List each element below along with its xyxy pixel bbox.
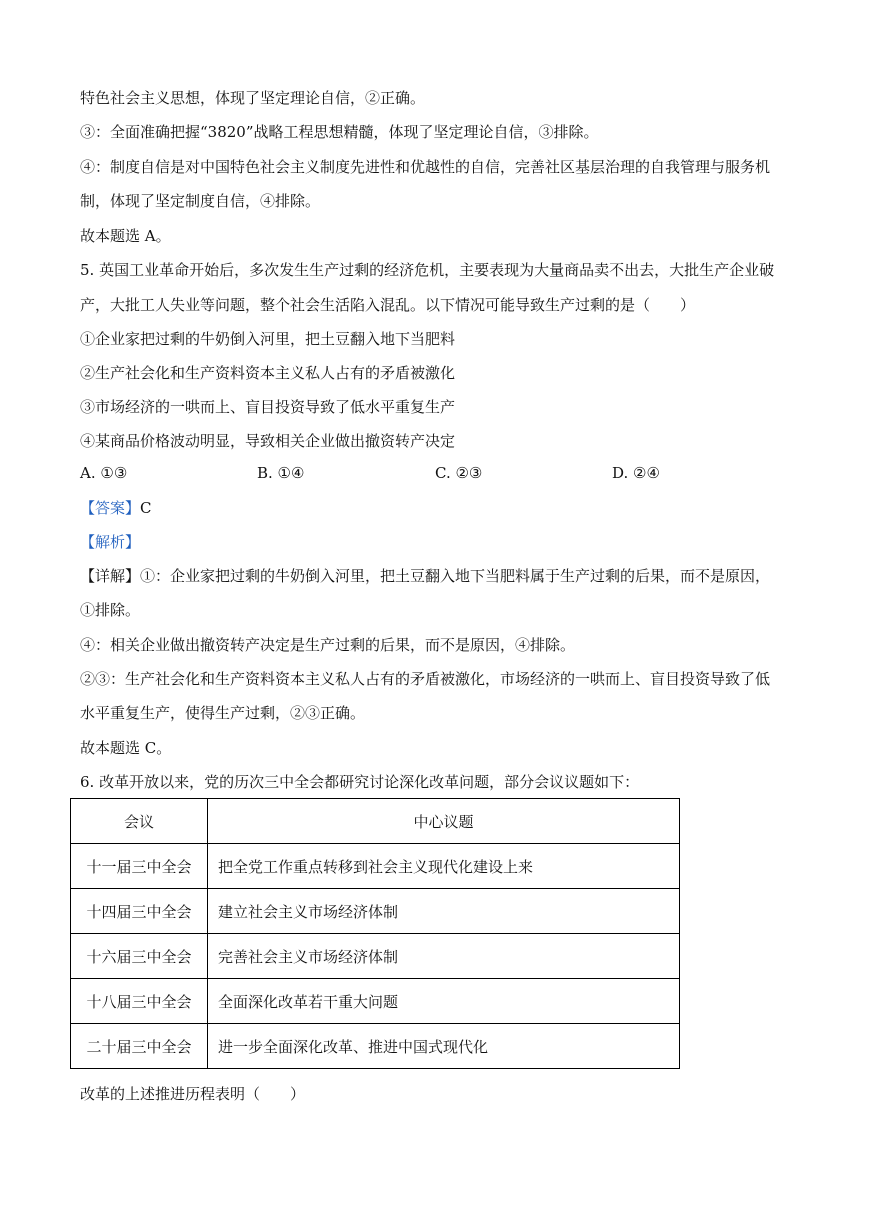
meeting-cell: 十四届三中全会	[71, 889, 208, 934]
table-row	[71, 1024, 680, 1069]
q6-stem: 6. 改革开放以来，党的历次三中全会都研究讨论深化改革问题，部分会议议题如下：	[80, 773, 640, 791]
text-line: 制，体现了坚定制度自信，④排除。	[80, 192, 321, 210]
meeting-cell: 十八届三中全会	[71, 979, 208, 1024]
meeting-cell: 二十届三中全会	[71, 1024, 208, 1069]
q5-options	[80, 463, 780, 483]
detail-text: ①：企业家把过剩的牛奶倒入河里，把土豆翻入地下当肥料属于生产过剩的后果，而不是原因，	[140, 567, 771, 585]
meeting-cell: 十一届三中全会	[71, 844, 208, 889]
q5-stem-line-2: 产，大批工人失业等问题，整个社会生活陷入混乱。以下情况可能导致生产过剩的是（ ）	[80, 296, 696, 314]
topic-cell: 把全党工作重点转移到社会主义现代化建设上来	[208, 844, 680, 889]
table-row	[71, 889, 680, 934]
text-line: ④：制度自信是对中国特色社会主义制度先进性和优越性的自信，完善社区基层治理的自我管理与服务机	[80, 158, 771, 176]
text-line: ③：全面准确把握“3820”战略工程思想精髓，体现了坚定理论自信，③排除。	[80, 123, 599, 141]
detail-line-4: ②③：生产社会化和生产资料资本主义私人占有的矛盾被激化，市场经济的一哄而上、盲目投资导致了低	[80, 670, 771, 688]
topic-cell: 进一步全面深化改革、推进中国式现代化	[208, 1024, 680, 1069]
q5-item-2: ②生产社会化和生产资料资本主义私人占有的矛盾被激化	[80, 364, 456, 382]
option-d: D. ②④	[612, 464, 660, 482]
plenum-table	[70, 798, 680, 1069]
detail-line-5: 水平重复生产，使得生产过剩，②③正确。	[80, 704, 366, 722]
table-header-row	[71, 799, 680, 844]
answer-value: C	[140, 499, 152, 517]
option-a: A. ①③	[80, 464, 128, 482]
topic-cell: 建立社会主义市场经济体制	[208, 889, 680, 934]
q6-question: 改革的上述推进历程表明（ ）	[80, 1085, 306, 1103]
topic-cell: 完善社会主义市场经济体制	[208, 934, 680, 979]
answer-line	[80, 498, 152, 518]
topic-cell: 全面深化改革若干重大问题	[208, 979, 680, 1024]
option-b: B. ①④	[257, 464, 305, 482]
detail-line-1	[80, 566, 770, 586]
meeting-cell: 十六届三中全会	[71, 934, 208, 979]
q5-stem-line-1: 5. 英国工业革命开始后，多次发生生产过剩的经济危机，主要表现为大量商品卖不出去，大批生产企业破	[80, 261, 775, 279]
conclusion-line: 故本题选 A。	[80, 227, 171, 245]
table-row	[71, 934, 680, 979]
analysis-label: 【解析】	[80, 533, 141, 551]
q5-item-1: ①企业家把过剩的牛奶倒入河里，把土豆翻入地下当肥料	[80, 330, 456, 348]
analysis-tag	[80, 532, 140, 552]
header-meeting: 会议	[71, 799, 208, 844]
answer-tag: 【答案】	[80, 499, 141, 517]
header-topic: 中心议题	[208, 799, 680, 844]
q5-item-3: ③市场经济的一哄而上、盲目投资导致了低水平重复生产	[80, 398, 456, 416]
detail-tag: 【详解】	[80, 567, 141, 585]
q5-conclusion: 故本题选 C。	[80, 739, 172, 757]
detail-line-3: ④：相关企业做出撤资转产决定是生产过剩的后果，而不是原因，④排除。	[80, 636, 576, 654]
q5-item-4: ④某商品价格波动明显，导致相关企业做出撤资转产决定	[80, 432, 456, 450]
text-line: 特色社会主义思想，体现了坚定理论自信，②正确。	[80, 89, 426, 107]
table-row	[71, 979, 680, 1024]
option-c: C. ②③	[435, 464, 483, 482]
detail-line-2: ①排除。	[80, 601, 141, 619]
table-row	[71, 844, 680, 889]
